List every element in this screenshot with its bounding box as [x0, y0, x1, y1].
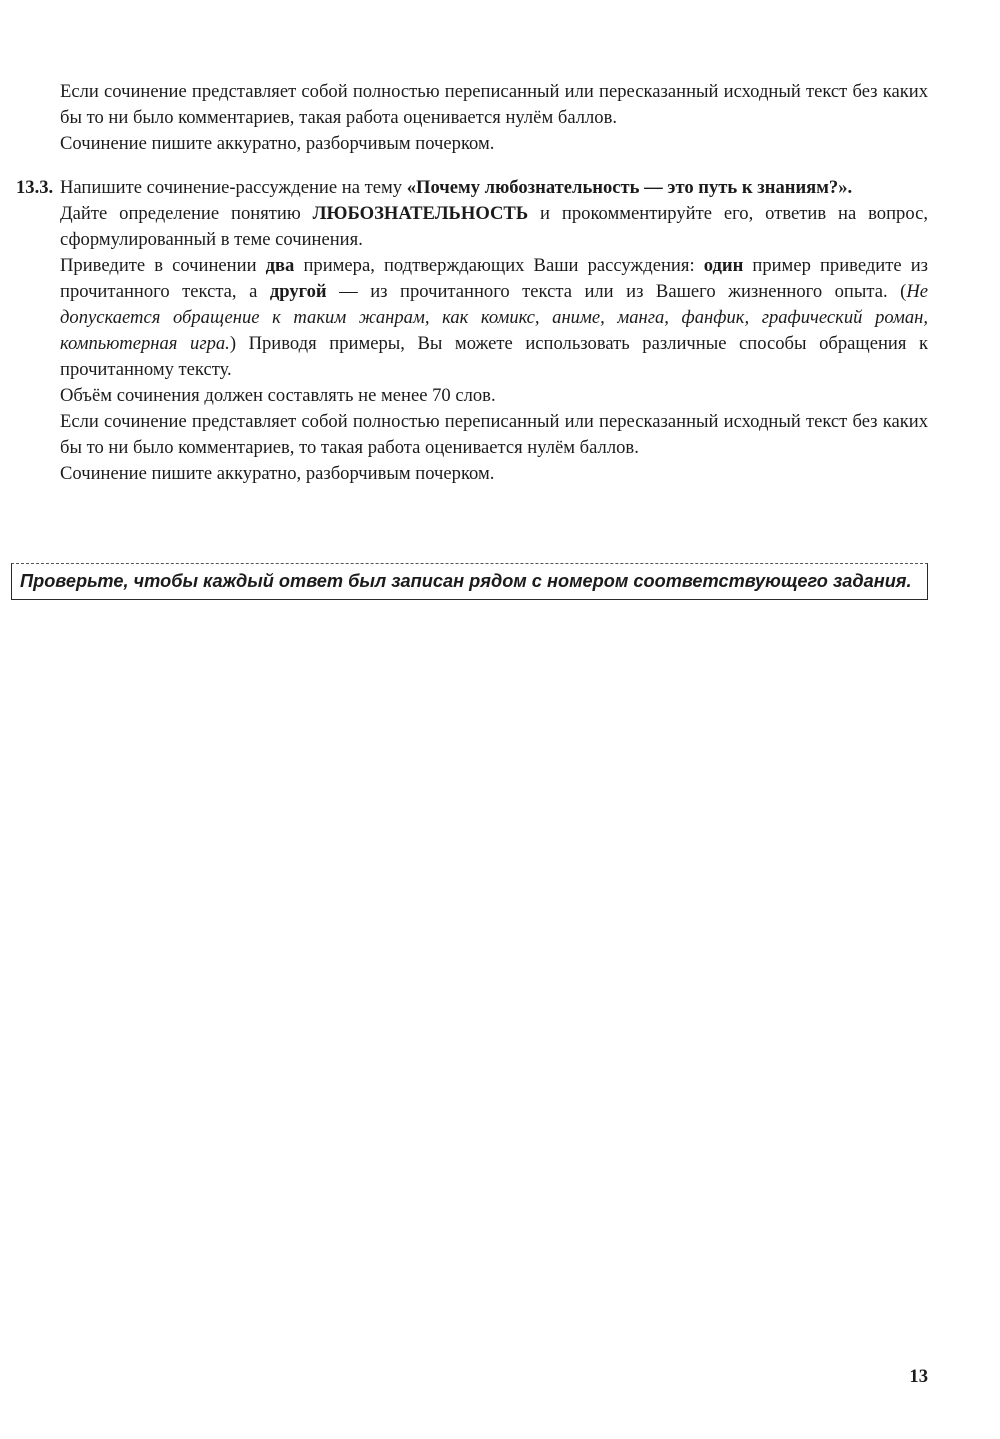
task-definition [60, 201, 928, 253]
examples-kw-two: два [265, 255, 295, 276]
task-handwriting: Сочинение пишите аккуратно, разборчивым почерком. [60, 463, 495, 484]
task-volume: Объём сочинения должен составлять не менее 70 слов. [60, 385, 496, 406]
intro-zero-rule: Если сочинение представляет собой полностью переписанный или пересказанный исходный текст без каких бы то ни было комментариев, такая работа оценивается нулём баллов. [60, 81, 928, 128]
definition-before: Дайте определение понятию [60, 203, 313, 224]
task-topic: «Почему любознательность — это путь к знаниям?». [406, 177, 853, 198]
examples-part3: пример приведите из прочитанного текста, а [60, 255, 929, 302]
task-examples [60, 253, 928, 383]
examples-part4: — из прочитанного текста или из Вашего жизненного опыта. ( [326, 281, 907, 302]
definition-after: и прокомментируйте его, ответив на вопрос, сформулированный в теме сочинения. [60, 203, 928, 250]
intro-block [60, 79, 928, 157]
task-13-3 [16, 175, 928, 487]
task-topic-line [60, 175, 928, 201]
answer-check-note: Проверьте, чтобы каждый ответ был записан рядом с номером соответствующего задания. [11, 563, 928, 600]
examples-kw-one: один [703, 255, 744, 276]
intro-handwriting: Сочинение пишите аккуратно, разборчивым почерком. [60, 133, 495, 154]
examples-part5: ) Приводя примеры, Вы можете использовать различные способы обращения к прочитанному тексту. [60, 333, 929, 380]
examples-part1: Приведите в сочинении [60, 255, 266, 276]
examples-kw-other: другой [269, 281, 327, 302]
task-body [60, 175, 928, 487]
definition-term: ЛЮБОЗНАТЕЛЬНОСТЬ [312, 203, 529, 224]
examples-genres-note: Не допускается обращение к таким жанрам, как комикс, аниме, манга, фанфик, графический роман, компьютерная игра. [60, 281, 928, 354]
page-number: 13 [909, 1366, 928, 1387]
task-number: 13.3. [16, 177, 54, 198]
task-zero-rule: Если сочинение представляет собой полностью переписанный или пересказанный исходный текст без каких бы то ни было комментариев, то такая работа оценивается нулём баллов. [60, 411, 928, 458]
task-lead: Напишите сочинение-рассуждение на тему [60, 177, 407, 198]
examples-part2: примера, подтверждающих Ваши рассуждения: [294, 255, 704, 276]
